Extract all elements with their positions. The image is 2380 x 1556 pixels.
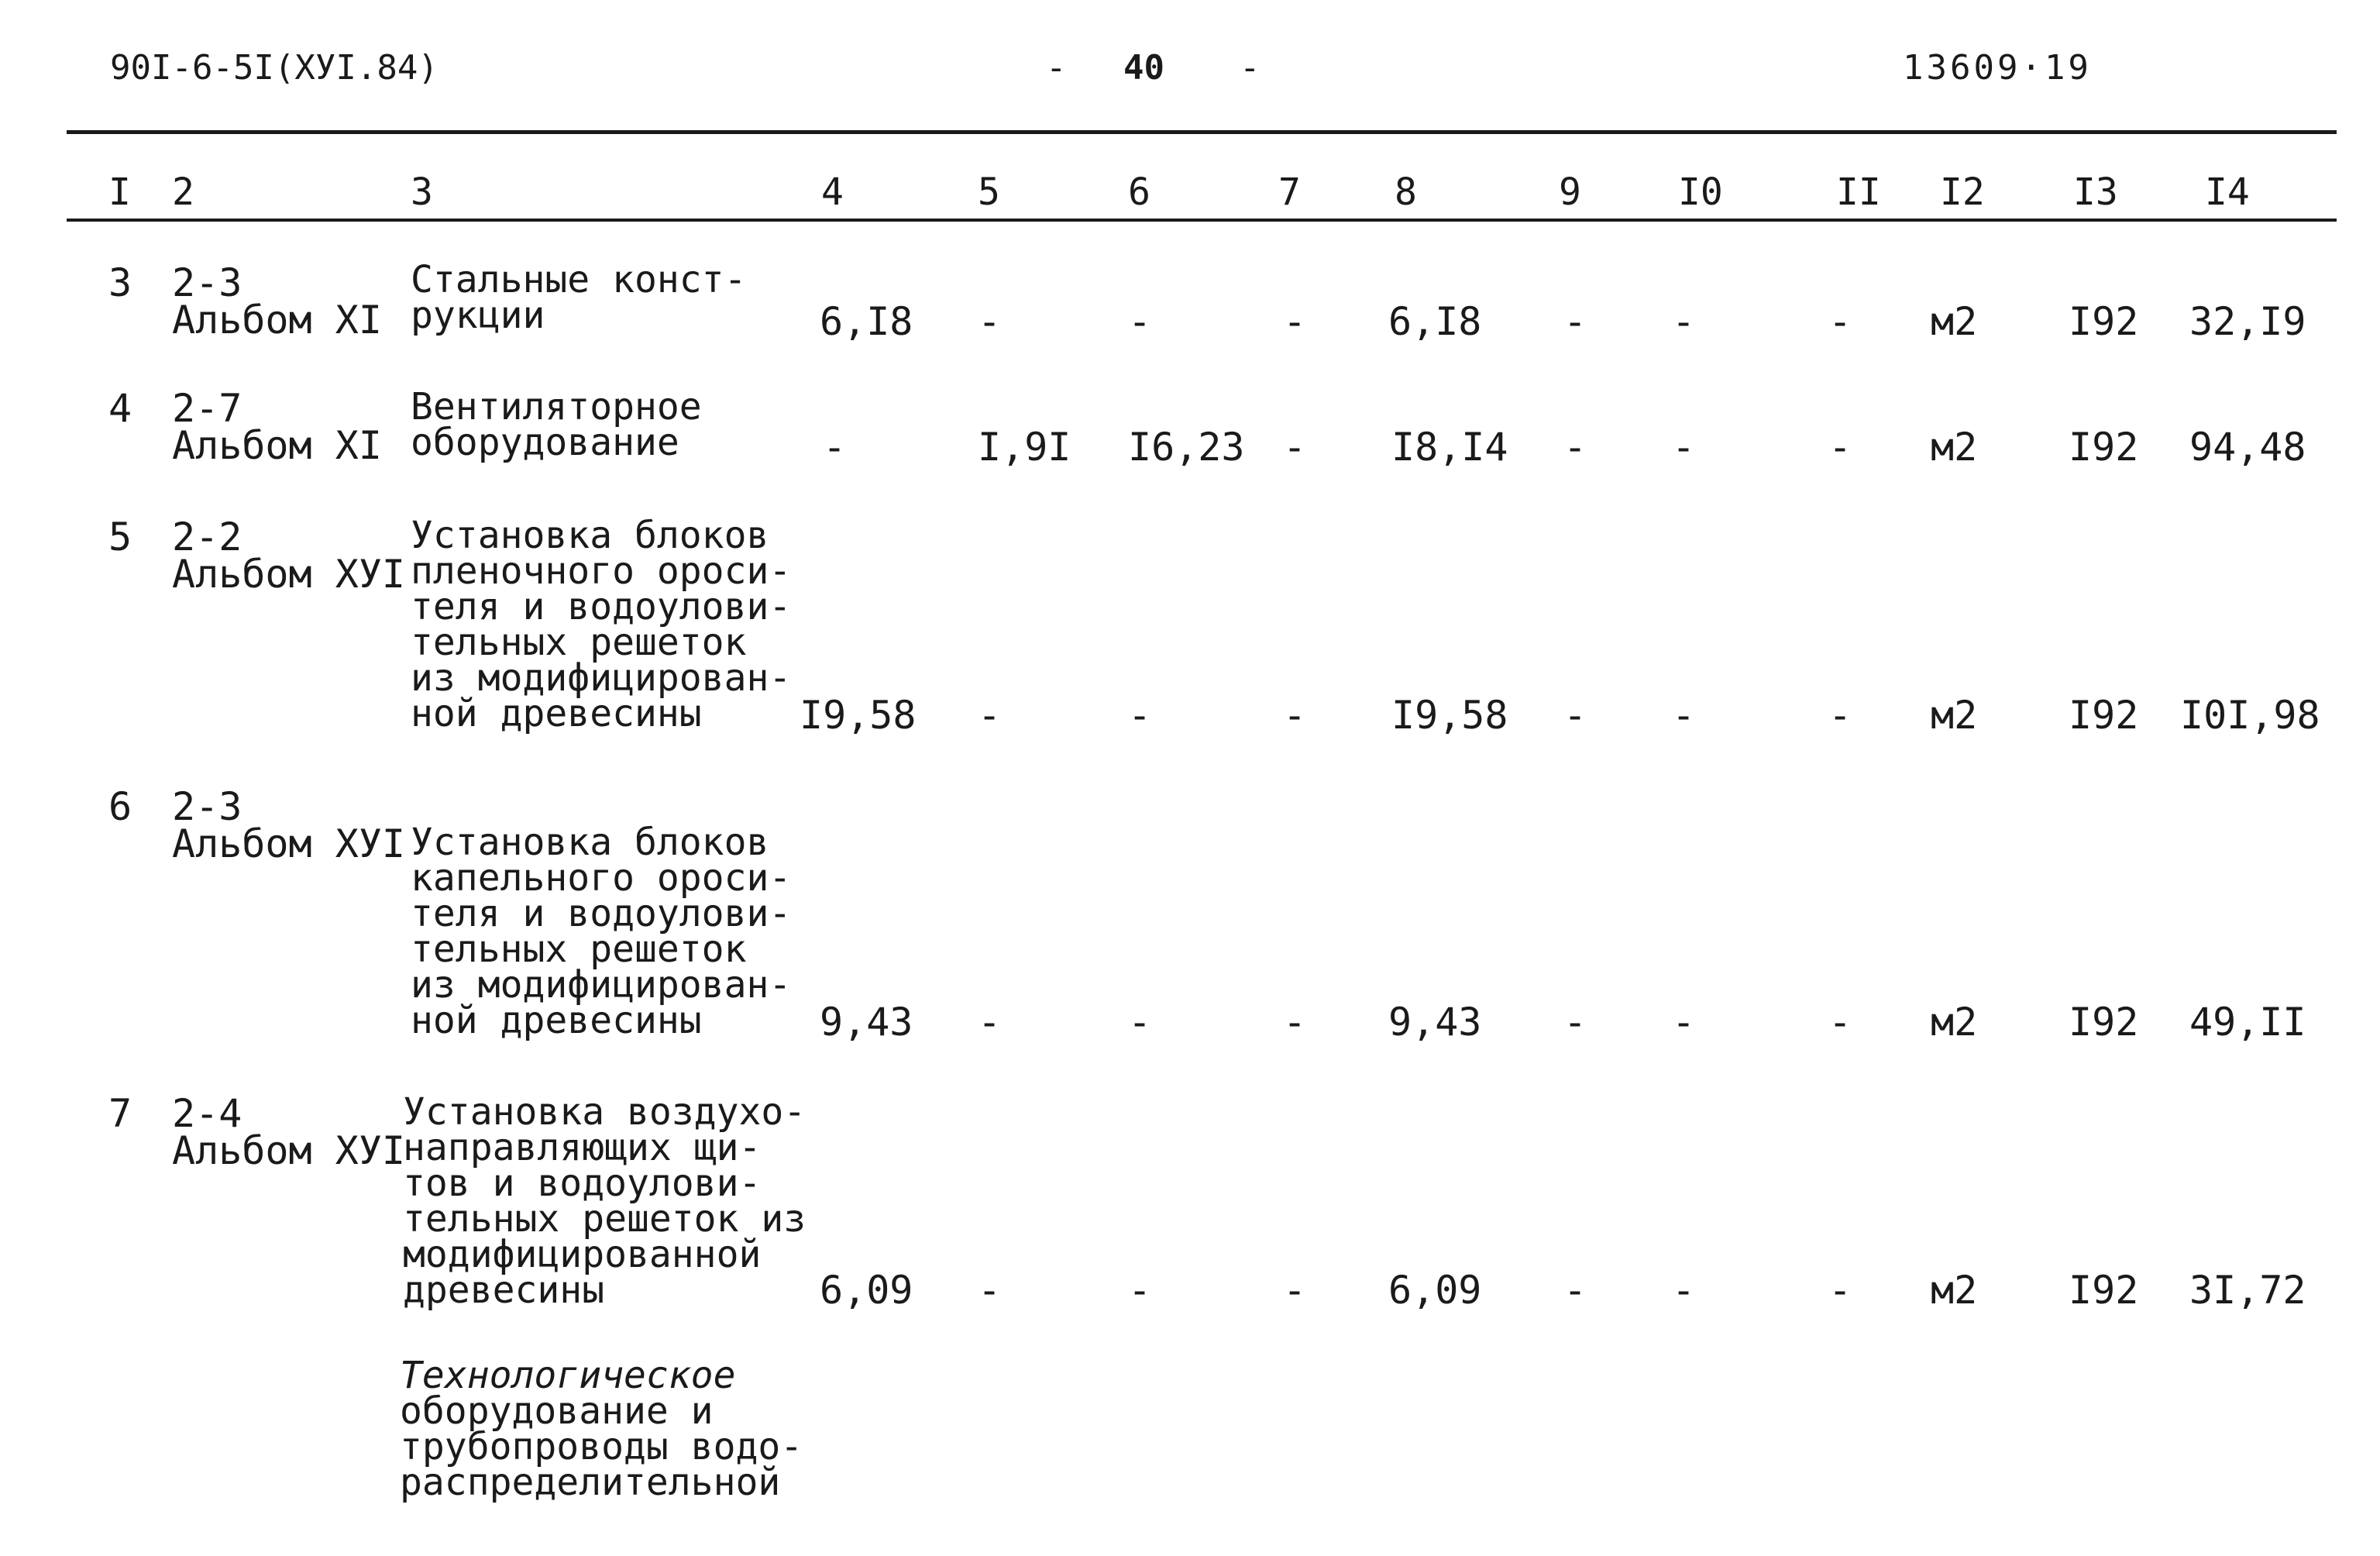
cell-col9: -	[1563, 1268, 1587, 1313]
column-header: I0	[1678, 170, 1723, 214]
cell-col5: I,9I	[978, 425, 1071, 470]
cell-col6: -	[1128, 693, 1152, 738]
cell-col7: -	[1283, 1268, 1307, 1313]
cell-col4: 9,43	[820, 1000, 913, 1045]
cell-col9: -	[1563, 1000, 1587, 1045]
row-number: 7	[108, 1091, 132, 1136]
cell-col13: I92	[2069, 299, 2139, 344]
cell-col8: 9,43	[1388, 1000, 1482, 1045]
row-code: 2-7	[172, 386, 242, 431]
cell-col6: -	[1128, 1000, 1152, 1045]
column-header: 2	[172, 170, 194, 214]
page-dash-right: -	[1240, 48, 1261, 88]
column-header: I2	[1940, 170, 1985, 214]
cell-col12-unit: м2	[1931, 425, 1978, 470]
cell-col11: -	[1828, 425, 1852, 470]
row-album: Альбом ХУI	[172, 821, 406, 866]
row-code: 2-3	[172, 260, 242, 305]
sheet-number: 13609·19	[1903, 48, 2092, 88]
cell-col14: 94,48	[2189, 425, 2306, 470]
row-album: Альбом ХУI	[172, 552, 406, 597]
cell-col12-unit: м2	[1931, 1000, 1978, 1045]
row-description: Установка блоков пленочного ороси- теля и водоулови- тельных решеток из модифицирован- ной древесины	[411, 514, 792, 735]
cell-col6: I6,23	[1128, 425, 1245, 470]
row-number: 5	[108, 515, 132, 559]
row-number: 6	[108, 784, 132, 829]
column-header: 8	[1395, 170, 1417, 214]
cell-col10: -	[1672, 693, 1696, 738]
cell-col6: -	[1128, 299, 1152, 344]
cell-col14: I0I,98	[2180, 693, 2320, 738]
cell-col10: -	[1672, 425, 1696, 470]
row-description: Вентиляторное оборудование	[411, 385, 702, 464]
cell-col11: -	[1828, 693, 1852, 738]
row-code: 2-4	[172, 1091, 242, 1136]
cell-col10: -	[1672, 299, 1696, 344]
cell-col5: -	[978, 299, 1002, 344]
cell-col14: 32,I9	[2189, 299, 2306, 344]
column-header: 5	[978, 170, 1000, 214]
column-header: 6	[1128, 170, 1150, 214]
cell-col7: -	[1283, 1000, 1307, 1045]
header-rule-bottom	[67, 219, 2337, 222]
column-header: 7	[1278, 170, 1301, 214]
cell-col4: -	[823, 425, 847, 470]
row-code: 2-2	[172, 515, 242, 559]
cell-col12-unit: м2	[1931, 299, 1978, 344]
section-heading-title: Технологическое	[400, 1354, 736, 1397]
cell-col11: -	[1828, 1268, 1852, 1313]
cell-col4: I9,58	[800, 693, 917, 738]
row-description: Стальные конст- рукции	[411, 258, 747, 337]
cell-col9: -	[1563, 425, 1587, 470]
cell-col13: I92	[2069, 1268, 2139, 1313]
column-header: 9	[1559, 170, 1581, 214]
column-header: I	[108, 170, 131, 214]
cell-col9: -	[1563, 693, 1587, 738]
cell-col6: -	[1128, 1268, 1152, 1313]
cell-col11: -	[1828, 299, 1852, 344]
row-description: Установка блоков капельного ороси- теля и водоулови- тельных решеток из модифицирован- ной древесины	[411, 821, 792, 1042]
cell-col7: -	[1283, 693, 1307, 738]
cell-col13: I92	[2069, 425, 2139, 470]
cell-col5: -	[978, 693, 1002, 738]
cell-col7: -	[1283, 425, 1307, 470]
document-code: 90I-6-5I(ХУI.84)	[110, 48, 439, 88]
cell-col13: I92	[2069, 693, 2139, 738]
cell-col14: 3I,72	[2189, 1268, 2306, 1313]
header-rule-top	[67, 130, 2337, 134]
row-album: Альбом XI	[172, 298, 382, 343]
cell-col5: -	[978, 1000, 1002, 1045]
cell-col12-unit: м2	[1931, 693, 1978, 738]
cell-col8: I9,58	[1391, 693, 1508, 738]
cell-col12-unit: м2	[1931, 1268, 1978, 1313]
section-heading-body: оборудование и трубопроводы водо- распределительной	[400, 1389, 803, 1504]
page-number: 40	[1123, 48, 1164, 88]
column-header: 3	[411, 170, 433, 214]
row-number: 3	[108, 260, 132, 305]
column-header: I3	[2073, 170, 2118, 214]
cell-col11: -	[1828, 1000, 1852, 1045]
column-header: II	[1836, 170, 1881, 214]
cell-col10: -	[1672, 1268, 1696, 1313]
cell-col7: -	[1283, 299, 1307, 344]
row-description: Установка воздухо- направляющих щи- тов и водоулови- тельных решеток из модифицированной древесины	[403, 1090, 807, 1312]
cell-col10: -	[1672, 1000, 1696, 1045]
row-number: 4	[108, 386, 132, 431]
cell-col9: -	[1563, 299, 1587, 344]
row-code: 2-3	[172, 784, 242, 829]
page-dash-left: -	[1046, 48, 1067, 88]
cell-col5: -	[978, 1268, 1002, 1313]
cell-col4: 6,I8	[820, 299, 913, 344]
column-header: 4	[821, 170, 844, 214]
cell-col8: 6,I8	[1388, 299, 1482, 344]
column-header: I4	[2205, 170, 2250, 214]
row-album: Альбом ХУI	[172, 1128, 406, 1173]
cell-col14: 49,II	[2189, 1000, 2306, 1045]
cell-col8: 6,09	[1388, 1268, 1482, 1313]
row-album: Альбом XI	[172, 423, 382, 468]
cell-col13: I92	[2069, 1000, 2139, 1045]
cell-col8: I8,I4	[1391, 425, 1508, 470]
cell-col4: 6,09	[820, 1268, 913, 1313]
